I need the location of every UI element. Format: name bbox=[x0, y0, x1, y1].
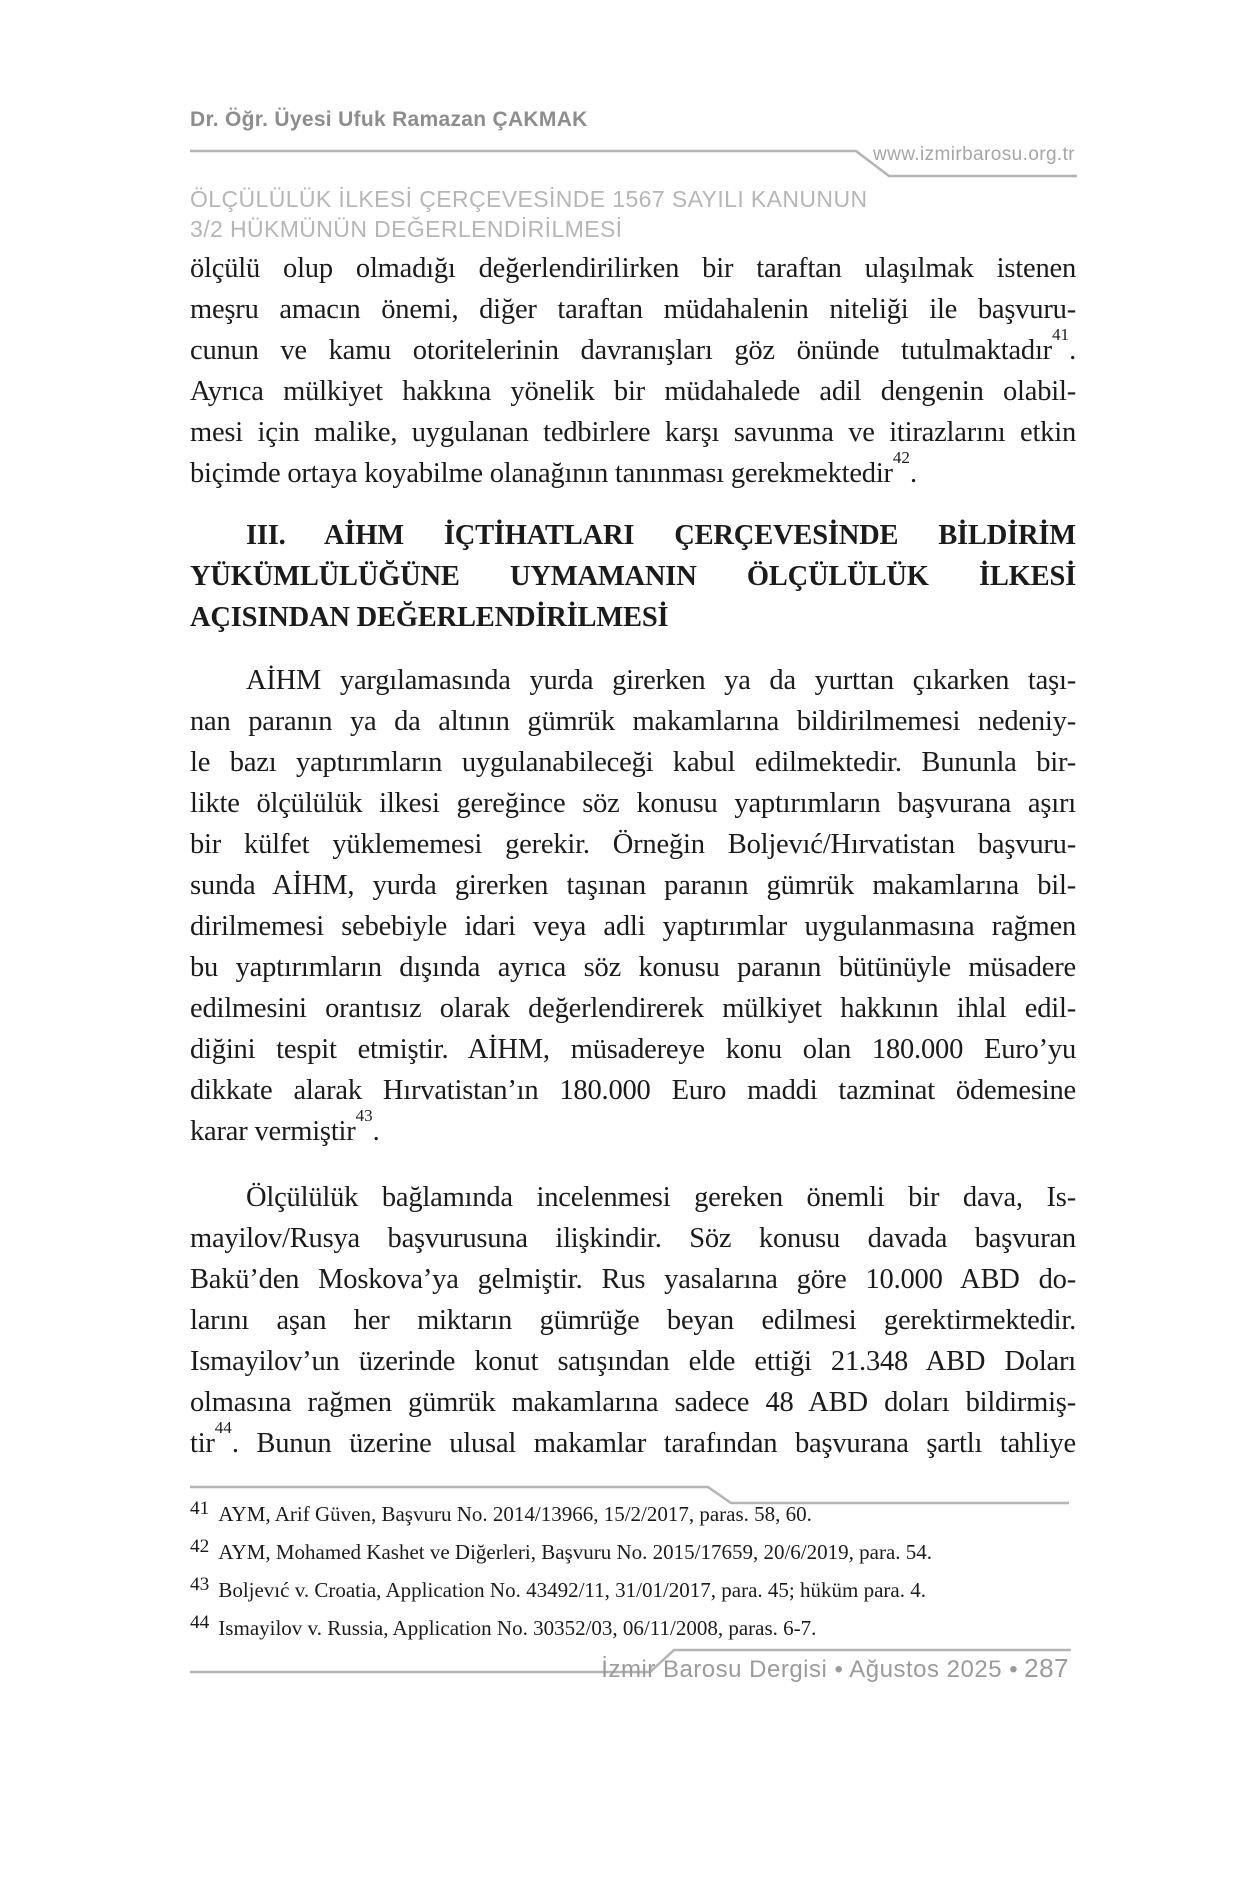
footnote-item bbox=[190, 1609, 1072, 1647]
text-line: dikkate alarak Hırvatistan’ın 180.000 Euro maddi tazminat ödemesine bbox=[190, 1075, 1076, 1106]
text-line: bir külfet yüklememesi gerekir. Örneğin Boljevıć/Hırvatistan başvuru- bbox=[190, 829, 1076, 860]
footnote-text: Ismayilov v. Russia, Application No. 30352/03, 06/11/2008, paras. 6-7. bbox=[218, 1616, 817, 1640]
text-line: edilmesini orantısız olarak değerlendirerek mülkiyet hakkının ihlal edil- bbox=[190, 993, 1076, 1024]
footnote-number: 43 bbox=[190, 1573, 210, 1595]
footnote-number: 44 bbox=[190, 1611, 210, 1633]
text-line: Bakü’den Moskova’ya gelmiştir. Rus yasalarına göre 10.000 ABD do- bbox=[190, 1264, 1076, 1295]
text-line: larını aşan her miktarın gümrüğe beyan edilmesi gerektirmektedir. bbox=[190, 1305, 1076, 1336]
footnote-item bbox=[190, 1495, 1072, 1533]
footnote-item bbox=[190, 1533, 1072, 1571]
article-title-line1: ÖLÇÜLÜLÜK İLKESİ ÇERÇEVESİNDE 1567 SAYILI KANUNUN bbox=[190, 186, 868, 212]
text-line: likte ölçülülük ilkesi gereğince söz konusu yaptırımların başvurana aşırı bbox=[190, 788, 1076, 819]
text-line: AİHM yargılamasında yurda girerken ya da yurttan çıkarken taşı- bbox=[246, 665, 1076, 696]
body-paragraph-2 bbox=[190, 660, 1076, 1152]
text-line: bu yaptırımların dışında ayrıca söz konusu paranın bütünüyle müsadere bbox=[190, 952, 1076, 983]
footnotes bbox=[190, 1495, 1072, 1647]
text-line: ölçülü olup olmadığı değerlendirilirken bir taraftan ulaşılmak istenen bbox=[190, 253, 1076, 284]
text-line: karar vermiştir$^{43}$. bbox=[190, 1106, 380, 1147]
body-paragraph-1 bbox=[190, 248, 1076, 494]
website-url: www.izmirbarosu.org.tr bbox=[872, 144, 1075, 165]
text-line: mayilov/Rusya başvurusuna ilişkindir. Söz konusu davada başvuran bbox=[190, 1223, 1076, 1254]
footnote-text: AYM, Arif Güven, Başvuru No. 2014/13966, 15/2/2017, paras. 58, 60. bbox=[218, 1502, 812, 1526]
article-body bbox=[190, 248, 1076, 1464]
text-line: cunun ve kamu otoritelerinin davranışları göz önünde tutulmaktadır$^{41}$. bbox=[190, 325, 1076, 366]
text-line: nan paranın ya da altının gümrük makamlarına bildirilmemesi nedeniy- bbox=[190, 706, 1076, 737]
text-line: AÇISINDAN DEĞERLENDİRİLMESİ bbox=[190, 602, 669, 633]
text-line: YÜKÜMLÜLÜĞÜNE UYMAMANIN ÖLÇÜLÜLÜK İLKESİ bbox=[190, 561, 1076, 592]
text-line: Ayrıca mülkiyet hakkına yönelik bir müdahalede adil dengenin olabil- bbox=[190, 376, 1076, 407]
text-line: Ölçülülük bağlamında incelenmesi gereken önemli bir dava, Is- bbox=[246, 1182, 1076, 1213]
footnote-text: Boljevıć v. Croatia, Application No. 43492/11, 31/01/2017, para. 45; hüküm para. 4. bbox=[218, 1578, 926, 1602]
page-number: 287 bbox=[1024, 1653, 1069, 1683]
text-line: olmasına rağmen gümrük makamlarına sadece 48 ABD doları bildirmiş- bbox=[190, 1387, 1076, 1418]
text-line: dirilmemesi sebebiyle idari veya adli yaptırımlar uygulanmasına rağmen bbox=[190, 911, 1076, 942]
text-line: mesi için malike, uygulanan tedbirlere karşı savunma ve itirazlarını etkin bbox=[190, 417, 1076, 448]
article-title bbox=[190, 184, 890, 244]
journal-name-issue: İzmir Barosu Dergisi • Ağustos 2025 • bbox=[601, 1656, 1019, 1683]
footnote-text: AYM, Mohamed Kashet ve Diğerleri, Başvuru No. 2015/17659, 20/6/2019, para. 54. bbox=[218, 1540, 933, 1564]
text-line: le bazı yaptırımların uygulanabileceği kabul edilmektedir. Bununla bir- bbox=[190, 747, 1076, 778]
body-paragraph-3 bbox=[190, 1177, 1076, 1464]
text-line: biçimde ortaya koyabilme olanağının tanınması gerekmektedir$^{42}$. bbox=[190, 448, 917, 489]
footnote-item bbox=[190, 1571, 1072, 1609]
journal-footer bbox=[601, 1654, 1069, 1684]
text-line: sunda AİHM, yurda girerken taşınan paranın gümrük makamlarına bil- bbox=[190, 870, 1076, 901]
text-line: tir$^{44}$. Bunun üzerine ulusal makamlar tarafından başvurana şartlı tahliye bbox=[190, 1418, 1076, 1459]
text-line: Ismayilov’un üzerinde konut satışından elde ettiği 21.348 ABD Doları bbox=[190, 1346, 1076, 1377]
text-line: meşru amacın önemi, diğer taraftan müdahalenin niteliği ile başvuru- bbox=[190, 294, 1076, 325]
footnote-number: 42 bbox=[190, 1535, 210, 1557]
footnote-number: 41 bbox=[190, 1497, 210, 1519]
author-name: Dr. Öğr. Üyesi Ufuk Ramazan ÇAKMAK bbox=[190, 108, 588, 131]
text-line: diğini tespit etmiştir. AİHM, müsadereye konu olan 180.000 Euro’yu bbox=[190, 1034, 1076, 1065]
section-heading bbox=[190, 515, 1076, 638]
article-title-line2: 3/2 HÜKMÜNÜN DEĞERLENDİRİLMESİ bbox=[190, 216, 623, 242]
text-line: III. AİHM İÇTİHATLARI ÇERÇEVESİNDE BİLDİRİM bbox=[246, 520, 1076, 551]
